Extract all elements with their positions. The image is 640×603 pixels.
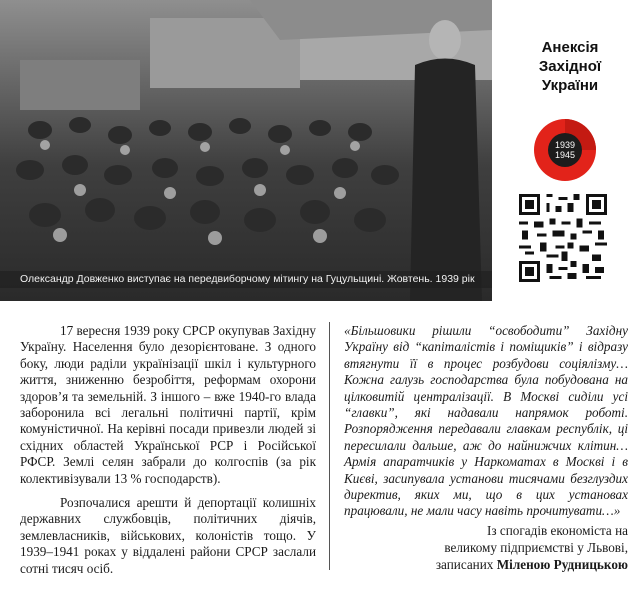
section-title-line: Анексія [541, 39, 599, 56]
source-line [392, 556, 628, 573]
poppy-year-end: 1945 [554, 150, 576, 160]
column-divider [329, 322, 330, 570]
poppy-year-start: 1939 [554, 140, 576, 150]
section-title [520, 38, 620, 95]
text-paragraph: 17 вересня 1939 року СРСР окупував Західну Україну. Населення було дезорієнтоване. З одного боку, люди раділи українізації шкіл і культурного життя, зниженню безробіття, реформам охорони здоров’я та земельній. З іншого – вже 1940-го влада заборонила всі легальні політичні партії, крім комуністичної. На керівні посади привезли людей зі східних областей Української РСР і Російської РФСР. Землі селян забрали до колгоспів (за рік колективізували 13 % господарств). [20, 323, 316, 486]
section-title-line: України [541, 77, 599, 94]
text-paragraph: Розпочалися арешти й депортації колишніх державних службовців, політичних діячів, землевласників, військових, колоністів тощо. У 1939–1941 роках у віддалені райони СРСР заслали сотні тисяч осіб. [20, 495, 316, 576]
source-line: великому підприємстві у Львові, [444, 540, 628, 555]
source-prefix: записаних [435, 557, 497, 572]
historical-photo [0, 0, 492, 301]
qr-code-icon[interactable] [519, 194, 607, 282]
memoir-quote: «Більшовики рішили “освободити” Західну Україну від “капіталістів і поміщиків” і відразу втягнути її в процес розбудови соціялізму… Кожна галузь господарства була побудована на цілковитій централізації. В Москві сиділи усі “главки”, які надавали напрямок роботі. Розпорядження передавали главкам республік, ці пересилали дальше, аж до найнижчих клітин… Армія апаратчиків у Наркоматах в Москві і в Києві, засипувала установи тисячами безглуздих директив, яких ми, що в цих установах працювали, не мали часу навіть прочитувати…» [344, 323, 628, 519]
quote-source [392, 522, 628, 573]
section-title-line: Західної [538, 58, 602, 75]
photo-caption: Олександр Довженко виступає на передвиборчому мітингу на Гуцульщині. Жовтень. 1939 рік [0, 271, 492, 288]
source-line: Із спогадів економіста на [487, 523, 628, 538]
crowd-rally-illustration [0, 0, 492, 301]
main-text [20, 323, 316, 585]
source-author: Міленою Рудницькою [496, 557, 628, 572]
poppy-years [545, 140, 585, 160]
